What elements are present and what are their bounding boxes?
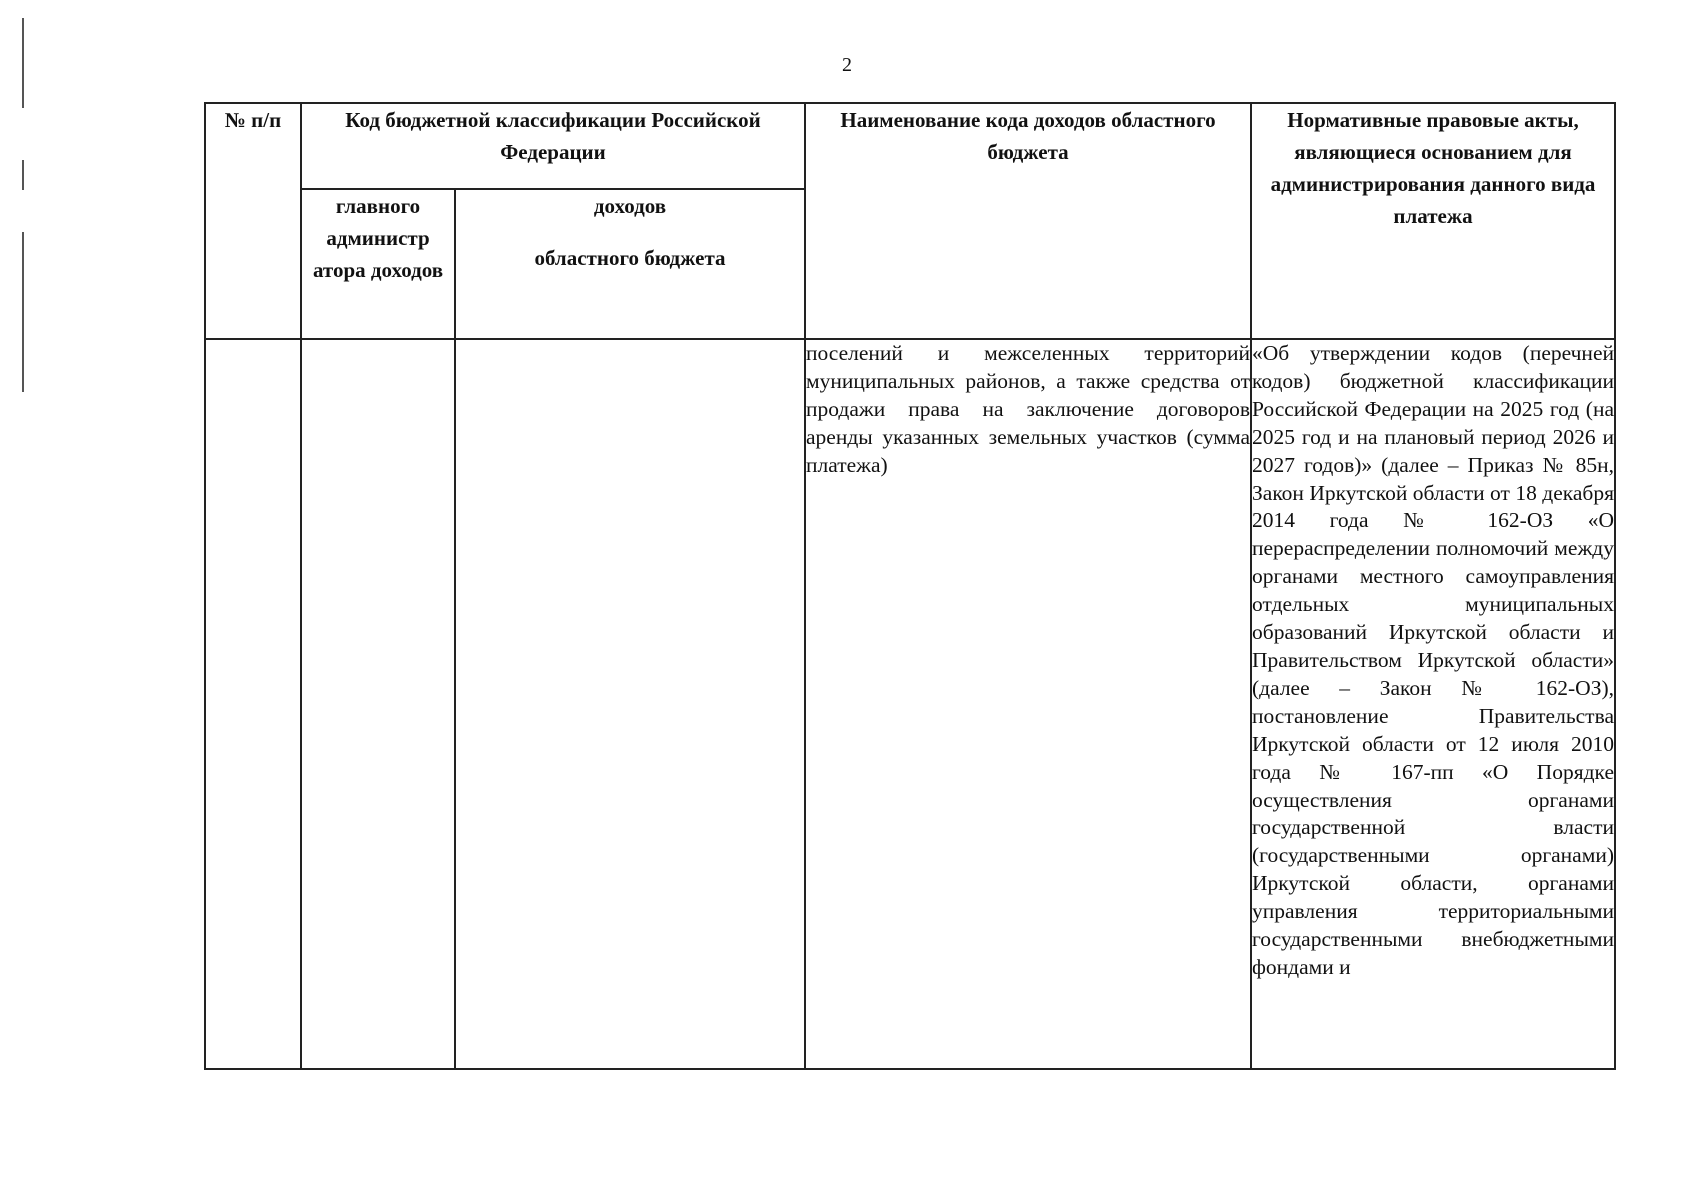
budget-classification-table <box>204 102 1616 1070</box>
header-kbk-group: Код бюджетной классификации Российской Федерации <box>301 103 805 189</box>
header-income-name: Наименование кода доходов областного бюджета <box>805 103 1251 339</box>
header-main-administrator: главного администр атора доходов <box>301 189 455 339</box>
header-num: № п/п <box>205 103 301 339</box>
margin-mark-bottom <box>22 232 24 392</box>
cell-income-name <box>805 339 1251 1069</box>
header-legal-acts: Нормативные правовые акты, являющиеся основанием для администрирования данного вида платежа <box>1251 103 1615 339</box>
cell-main-administrator <box>301 339 455 1069</box>
header-income-code <box>455 189 805 339</box>
cell-legal-acts <box>1251 339 1615 1069</box>
table-header-row <box>205 103 1615 189</box>
table-row <box>205 339 1615 1069</box>
page-number: 2 <box>842 54 852 76</box>
margin-mark-middle <box>22 160 24 190</box>
legal-acts-text: «Об утверждении кодов (перечней кодов) бюджетной классификации Российской Федерации на 2025 год (на 2025 год и на плановый период 2026 и 2027 годов)» (далее – Приказ № 85н, Закон Иркутской области от 18 декабря 2014 года № 162-ОЗ «О перераспределении полномочий между органами местного самоуправления отдельных муниципальных образований Иркутской области и Правительством Иркутской области» (далее – Закон № 162-ОЗ), постановление Правительства Иркутской области от 12 июля 2010 года № 167-пп «О Порядке осуществления органами государственной власти (государственными органами) Иркутской области, органами управления территориальными государственными внебюджетными фондами и <box>1252 341 1614 979</box>
header-income-code-line2: областного бюджета <box>534 246 726 270</box>
header-income-code-line1: доходов <box>593 194 667 218</box>
income-name-text: поселений и межселенных территорий муниципальных районов, а также средства от продажи права на заключение договоров аренды указанных земельных участков (сумма платежа) <box>806 341 1250 477</box>
cell-num <box>205 339 301 1069</box>
cell-income-code <box>455 339 805 1069</box>
